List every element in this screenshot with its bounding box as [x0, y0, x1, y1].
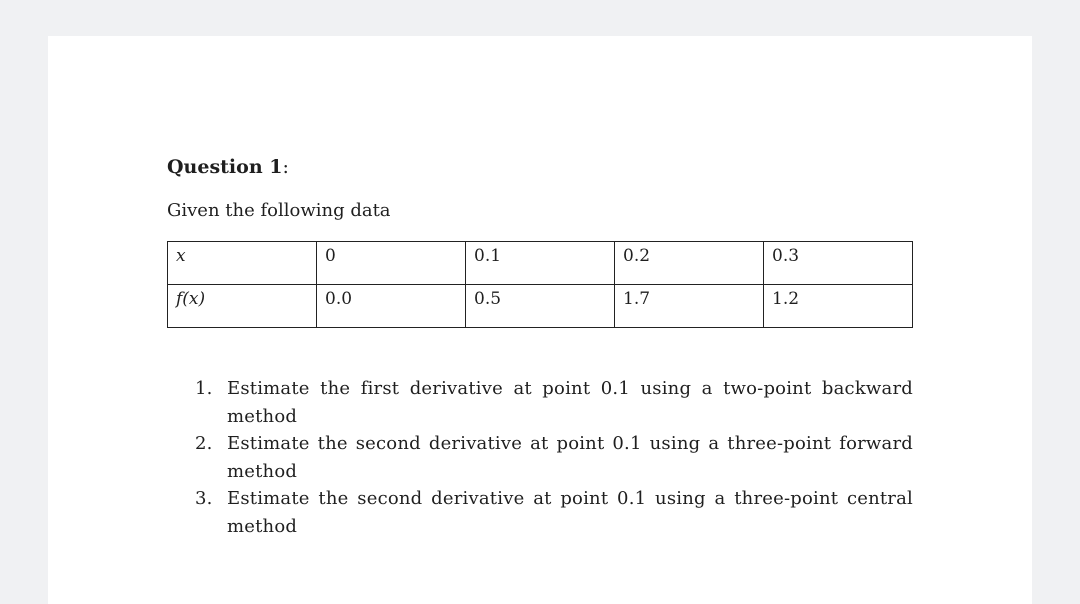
task-list: [193, 375, 913, 540]
question-title-suffix: :: [282, 156, 289, 178]
table-cell: 1.7: [615, 285, 764, 328]
list-item-text: Estimate the first derivative at point 0.1 using a two-point backward method: [227, 378, 913, 427]
table-cell: 0: [317, 242, 466, 285]
document-page: [48, 36, 1032, 604]
table-cell: 0.5: [466, 285, 615, 328]
table-cell: 1.2: [764, 285, 913, 328]
list-item-number: 1.: [195, 378, 213, 399]
table-row: [168, 242, 913, 285]
table-row-label: x: [168, 242, 317, 285]
list-item: [195, 485, 913, 540]
list-item-text: Estimate the second derivative at point 0.1 using a three-point forward method: [227, 433, 913, 482]
table-cell: 0.3: [764, 242, 913, 285]
table-cell: 0.2: [615, 242, 764, 285]
list-item: [195, 375, 913, 430]
table-cell: 0.1: [466, 242, 615, 285]
question-title: Question 1: [167, 156, 283, 178]
table-cell: 0.0: [317, 285, 466, 328]
table-row: [168, 285, 913, 328]
list-item-text: Estimate the second derivative at point 0.1 using a three-point central method: [227, 488, 913, 537]
data-table: [167, 241, 913, 328]
list-item-number: 3.: [195, 488, 213, 509]
question-heading: [167, 155, 289, 179]
list-item-number: 2.: [195, 433, 213, 454]
table-row-label: f(x): [168, 285, 317, 328]
intro-text: Given the following data: [167, 200, 391, 221]
list-item: [195, 430, 913, 485]
